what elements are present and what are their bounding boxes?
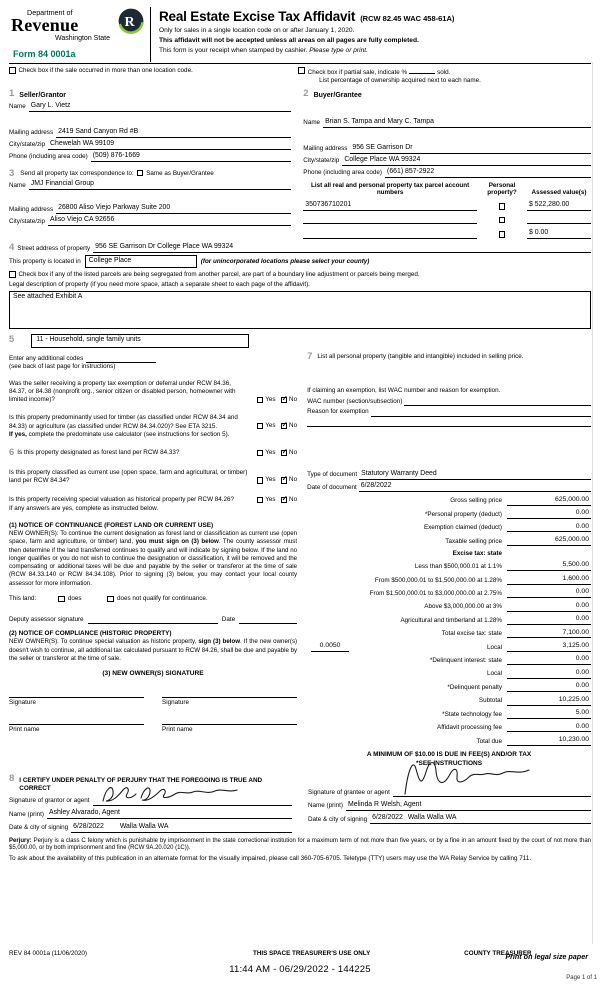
additional-codes-note: (see back of last page for instructions) xyxy=(9,362,116,370)
correspondence-address-field[interactable]: 26800 Aliso Viejo Parkway Suite 200 xyxy=(56,204,291,214)
new-owner-print-line-1[interactable] xyxy=(9,715,144,725)
new-owner-signature-grid xyxy=(9,688,297,734)
tier3-value[interactable]: 0.00 xyxy=(507,588,591,598)
personal-deduct-value[interactable]: 0.00 xyxy=(507,509,591,519)
footer-rev-number: REV 84 0001a (11/06/2020) xyxy=(9,949,87,957)
certification-heading: I CERTIFY UNDER PENALTY OF PERJURY THAT THE FOREGOING IS TRUE AND CORRECT xyxy=(19,776,263,792)
ownership-percent-note: List percentage of ownership acquired next to each name. xyxy=(319,77,481,85)
new-owner-print-line-2[interactable] xyxy=(162,715,297,725)
state-line: Washington State xyxy=(55,35,110,43)
excise-tax-heading: Excise tax: state xyxy=(452,549,502,557)
deputy-assessor-row xyxy=(9,615,297,624)
wac-number-field[interactable] xyxy=(404,398,591,406)
grantor-date-field[interactable]: 6/28/2022 Walla Walla WA xyxy=(71,823,292,833)
print-size-note: Print on legal size paper xyxy=(505,951,588,961)
processing-fee-value[interactable]: 0.00 xyxy=(507,723,591,733)
notice-compliance-body: NEW OWNER(S): To continue special valuation as historic property, sign (3) below. If the new owner(s) doesn't wish to continue, all additional tax calculated pursuant to RCW 84.26, shall be due and payable by the seller or transferor at the time of sale. xyxy=(9,638,298,662)
seller-name-label: Name xyxy=(9,103,26,111)
section-number-7: 7 xyxy=(307,350,313,362)
multi-location-label: Check box if the sale occurred in more than one location code. xyxy=(18,67,193,75)
new-owner-signature-line-2[interactable] xyxy=(162,688,297,698)
grantor-name-field[interactable]: Ashley Alvarado, Agent xyxy=(47,809,292,819)
notice-continuance-body: NEW OWNER(S): To continue the current designation as forest land or classification as current use (open space, farm and agriculture, or timber) land, you must sign on (3) below. The county assessor must then determine if the land transferred continues to qualify and will indicate by signing below. If the land no longer qualifies or you do not wish to continue the designation or classification, it will be removed and the compensating or additional taxes will be due and payable by the seller or transferor at the time of sale (RCW 84.33.140 or RCW 84.34.108). Prior to signing (3) below, you may contact your local county assessor for more information. xyxy=(9,530,298,587)
wac-number-label: WAC number (section/subsection) xyxy=(307,397,403,405)
buyer-phone-label: Phone (including area code) xyxy=(303,169,383,177)
main-columns xyxy=(9,352,591,769)
seller-csz-label: City/state/zip xyxy=(9,141,46,149)
parcel-number-field[interactable] xyxy=(303,229,477,239)
exemption-note: If claiming an exemption, list WAC number and reason for exemption. xyxy=(307,387,501,395)
subtotal-label: Subtotal xyxy=(478,697,502,705)
notice-continuance-title: (1) NOTICE OF CONTINUANCE (FOREST LAND OR CURRENT USE) xyxy=(9,521,214,529)
svg-text:R: R xyxy=(124,15,135,30)
personal-property-checkbox-2[interactable] xyxy=(499,217,506,224)
grantee-name-label: Name (print) xyxy=(308,802,343,810)
same-as-buyer-label: Same as Buyer/Grantee xyxy=(146,169,214,177)
seller-name-field[interactable]: Gary L. Vietz xyxy=(29,102,291,112)
buyer-name-label: Name xyxy=(303,119,321,127)
agency-name: Revenue xyxy=(11,15,79,36)
total-due-label: Total due xyxy=(476,737,502,745)
question-historic: Is this property receiving special valuation as historical property per RCW 84.26? Yes ✓ No xyxy=(9,493,298,504)
print-name-label: Print name xyxy=(9,725,40,733)
processing-fee-label: Affidavit processing fee xyxy=(437,724,502,732)
total-due-value[interactable]: 10,230.00 xyxy=(507,736,591,746)
street-address-field[interactable]: 956 SE Garrison Dr College Place WA 99324 xyxy=(93,243,591,253)
correspondence-address-label: Mailing address xyxy=(9,205,54,213)
grantee-signature-label: Signature of grantee or agent xyxy=(308,788,390,796)
grantee-date-label: Date & city of signing xyxy=(308,815,368,823)
parcel-number-field[interactable] xyxy=(303,215,477,224)
dor-logo-block xyxy=(9,7,151,62)
technology-fee-label: *State technology fee xyxy=(442,710,502,718)
form-header xyxy=(9,7,591,62)
form-title: Real Estate Excise Tax Affidavit xyxy=(159,9,356,24)
location-row xyxy=(9,255,591,268)
grantor-signature-label: Signature of grantor or agent xyxy=(9,797,90,805)
same-as-buyer-checkbox[interactable] xyxy=(137,170,144,177)
correspondence-csz-label: City/state/zip xyxy=(9,217,46,225)
section-number-8: 8 xyxy=(9,772,15,784)
grantee-signature-line[interactable] xyxy=(393,788,591,797)
section-number-5: 5 xyxy=(9,334,15,346)
correspondence-name-label: Name xyxy=(9,181,26,189)
section-number-2: 2 xyxy=(303,87,309,99)
header-note-1: Only for sales in a single location code on or after January 1, 2020. xyxy=(159,27,355,35)
parcel-number-field[interactable]: 350736710201 xyxy=(303,201,477,211)
header-note-2: This affidavit will not be accepted unless all areas on all pages are fully completed. xyxy=(159,37,419,45)
notice-compliance-title: (2) NOTICE OF COMPLIANCE (HISTORIC PROPERTY) xyxy=(9,629,172,637)
exemption-reason-extra-line[interactable] xyxy=(307,419,591,427)
delinquent-penalty-label: *Delinquent penalty xyxy=(447,683,502,691)
seller-column xyxy=(9,87,291,239)
buyer-csz-label: City/state/zip xyxy=(303,157,340,165)
county-treasurer-label: COUNTY TREASURER xyxy=(464,949,532,957)
total-state-value[interactable]: 7,100.00 xyxy=(507,629,591,639)
timber-note: If yes, complete the predominate use calculator (see instructions for section 5). xyxy=(9,430,230,438)
tier2-label: From $500,000.01 to $1,500,000.00 at 1.28% xyxy=(374,576,502,584)
doc-type-field[interactable]: Statutory Warranty Deed xyxy=(359,470,591,480)
partial-sale-percent-field[interactable] xyxy=(409,67,435,74)
buyer-phone-field[interactable]: (661) 857-2922 xyxy=(385,168,591,178)
delinquent-interest-state-label: *Delinquent interest: state xyxy=(429,657,502,665)
taxable-price-label: Taxable selling price xyxy=(445,537,502,545)
local-rate-field[interactable]: 0.0050 xyxy=(311,642,349,652)
deputy-signature-line[interactable] xyxy=(88,615,218,624)
top-options-row xyxy=(9,64,591,87)
gross-price-label: Gross selling price xyxy=(450,497,502,505)
partial-sale-checkbox[interactable] xyxy=(298,67,305,74)
correspondence-csz-field[interactable]: Aliso Viejo CA 92656 xyxy=(48,216,291,226)
timber-no-checkbox[interactable]: ✓ xyxy=(281,419,289,429)
question-current-use: Is this property classified as current use (open space, farm and agricultural, or timber) land per RCW 84.34? Yes ✓ No xyxy=(9,468,298,484)
does-label: does xyxy=(67,594,82,602)
doc-type-label: Type of document xyxy=(307,471,358,479)
agricultural-label: Agricultural and timberland at 1.28% xyxy=(400,616,502,624)
buyer-address-label: Mailing address xyxy=(303,145,348,153)
seller-address-label: Mailing address xyxy=(9,129,54,137)
current-use-yes-checkbox[interactable] xyxy=(257,477,264,484)
section-number-6: 6 xyxy=(9,447,15,459)
seller-address-field[interactable]: 2419 Sand Canyon Rd #B xyxy=(56,128,291,138)
grantor-signature-line[interactable] xyxy=(93,797,292,806)
buyer-name-field[interactable]: Brian S. Tampa and Mary C. Tampa xyxy=(323,118,591,128)
grantee-name-field[interactable]: Melinda R Welsh, Agent xyxy=(346,801,591,811)
personal-property-col-header: Personal property? xyxy=(487,181,517,196)
seller-csz-field[interactable]: Chewelah WA 99109 xyxy=(48,140,291,150)
deputy-signature-label: Deputy assessor signature xyxy=(9,615,84,623)
assessed-value-col-header: Assessed value(s) xyxy=(531,188,587,196)
delinquent-interest-local-value[interactable]: 0.00 xyxy=(507,669,591,679)
segregated-row xyxy=(9,271,591,279)
partial-sale-label: Check box if partial sale, indicate % sold. xyxy=(307,69,451,77)
local-tax-label: Local xyxy=(486,643,502,651)
historic-no-checkbox[interactable]: ✓ xyxy=(281,493,289,503)
forest-yes-checkbox[interactable] xyxy=(257,450,264,457)
section-number-1: 1 xyxy=(9,87,15,99)
answers-instruction: If any answers are yes, complete as instructed below. xyxy=(9,504,159,512)
street-address-label: Street address of property xyxy=(17,244,91,252)
total-state-label: Total excise tax: state xyxy=(441,630,502,638)
deputy-date-line[interactable] xyxy=(239,615,297,624)
land-qualify-row xyxy=(9,595,297,603)
located-label: This property is located in xyxy=(9,257,81,265)
gross-price-value[interactable]: 625,000.00 xyxy=(507,496,591,506)
see-instructions-note: *SEE INSTRUCTIONS xyxy=(415,760,483,768)
minimum-due-note: A MINIMUM OF $10.00 IS DUE IN FEE(S) AND/OR TAX xyxy=(366,750,532,758)
certification-section xyxy=(9,772,591,833)
land-qualify-label: This land: xyxy=(9,594,37,602)
personal-property-heading: 7 List all personal property (tangible and intangible) included in selling price. xyxy=(307,350,524,362)
additional-codes-field[interactable] xyxy=(86,355,156,363)
new-owner-signature-line-1[interactable] xyxy=(9,688,144,698)
assessed-value-field[interactable] xyxy=(527,215,591,224)
personal-deduct-label: *Personal property (deduct) xyxy=(424,510,502,518)
delinquent-interest-state-value[interactable]: 0.00 xyxy=(507,655,591,665)
doc-date-field[interactable]: 6/28/2022 xyxy=(359,482,591,492)
does-not-label: does not qualify for continuance. xyxy=(116,594,208,602)
segregated-label: Check box if any of the listed parcels are being segregated from another parcel, are part of a boundary line adjustment or parcels being merged. xyxy=(18,271,420,279)
personal-property-checkbox-3[interactable] xyxy=(499,231,506,238)
technology-fee-value[interactable]: 5.00 xyxy=(507,709,591,719)
does-not-checkbox[interactable] xyxy=(107,596,114,603)
use-questions-column xyxy=(9,352,297,769)
agricultural-value[interactable]: 0.00 xyxy=(507,615,591,625)
buyer-address-field[interactable]: 956 SE Garrison Dr xyxy=(350,144,591,154)
correspondence-name-field[interactable]: JMJ Financial Group xyxy=(29,180,291,190)
current-use-no-checkbox[interactable]: ✓ xyxy=(281,474,289,484)
land-use-code-select[interactable]: 11 - Household, single family units xyxy=(31,334,249,348)
question-timber: Is this property predominantly used for timber (as classified under RCW 84.34 and 84.33) or agriculture (as classified under RCW 84.34.020)? See ETA 3215. Yes ✓ No xyxy=(9,414,298,430)
additional-codes-label: Enter any additional codes xyxy=(9,354,84,362)
delinquent-penalty-value[interactable]: 0.00 xyxy=(507,682,591,692)
buyer-csz-field[interactable]: College Place WA 99324 xyxy=(342,156,591,166)
street-address-row xyxy=(9,243,591,253)
exemption-no-checkbox[interactable]: ✓ xyxy=(281,393,289,403)
header-note-3: This form is your receipt when stamped by cashier. Please type or print. xyxy=(159,47,368,55)
scan-edge-line xyxy=(592,62,593,944)
perjury-notice: Perjury: Perjury is a class C felony which is punishable by imprisonment in the state correctional institution for a maximum term of not more than five years, or by a fine in an amount fixed by the court of not more than $5,000.00, or by both imprisonment and fine (RCW 9A.20.020 (1C)). xyxy=(9,837,591,852)
parcel-col-header: List all real and personal property tax parcel account numbers xyxy=(311,181,470,196)
parcel-table xyxy=(303,182,591,239)
exemption-deduct-label: Exemption claimed (deduct) xyxy=(423,524,502,532)
assessed-value-field[interactable]: $ 0.00 xyxy=(527,229,591,239)
tier1-value[interactable]: 5,500.00 xyxy=(507,561,591,571)
signature-label: Signature xyxy=(9,698,36,706)
page-number: Page 1 of 1 xyxy=(566,975,597,982)
partial-sale-block xyxy=(294,67,591,85)
doc-date-label: Date of document xyxy=(307,483,357,491)
signature-label: Signature xyxy=(162,698,190,706)
deputy-date-label: Date xyxy=(221,615,236,623)
grantor-certification xyxy=(9,772,292,833)
local-tax-value[interactable]: 3,125.00 xyxy=(507,642,591,652)
tier3-label: From $1,500,000.01 to $3,000,000.00 at 2.75% xyxy=(369,589,502,597)
correspondence-row xyxy=(9,167,291,179)
tier4-value[interactable]: 0.00 xyxy=(507,602,591,612)
seller-phone-field[interactable]: (509) 876-1669 xyxy=(91,152,292,162)
treasurer-space-label: THIS SPACE TREASURER'S USE ONLY xyxy=(252,949,371,957)
section-number-4: 4 xyxy=(9,242,15,254)
dept-line: Department of xyxy=(27,8,73,17)
timber-yes-checkbox[interactable] xyxy=(257,423,264,430)
assessed-value-field[interactable]: $ 522,280.00 xyxy=(527,201,591,211)
alternate-format-notice: To ask about the availability of this publication in an alternate format for the visually impaired, please call 360-705-6705. Teletype (TTY) users may use the WA Relay Service by calling 711. xyxy=(9,855,532,863)
subtotal-value[interactable]: 10,225.00 xyxy=(507,696,591,706)
question-exemption: Was the seller receiving a property tax exemption or deferral under RCW 84.36, 84.37, or 84.38 (nonprofit org., senior citizen or disabled person, homeowner with limited income)? Yes ✓ No xyxy=(9,379,298,404)
segregated-checkbox[interactable] xyxy=(9,271,16,278)
delinquent-interest-local-label: Local xyxy=(486,670,502,678)
multi-location-checkbox[interactable] xyxy=(9,67,16,74)
new-owner-signature-heading: (3) NEW OWNER(S) SIGNATURE xyxy=(102,669,204,677)
land-use-code-row xyxy=(9,334,591,348)
multi-location-row xyxy=(9,67,294,85)
exemption-deduct-value[interactable]: 0.00 xyxy=(507,523,591,533)
exemption-reason-label: Reason for exemption xyxy=(307,408,369,416)
tax-column xyxy=(307,352,591,769)
correspondence-label: Send all property tax correspondence to: xyxy=(20,169,134,177)
form-title-rcw: (RCW 82.45 WAC 458-61A) xyxy=(360,14,455,23)
question-forest-land: 6 Is this property designated as forest land per RCW 84.33? Yes ✓ No xyxy=(9,446,298,459)
legal-description-label: Legal description of property (if you need more space, attach a separate sheet to each page of the affidavit). xyxy=(9,281,310,289)
located-city-select[interactable]: College Place xyxy=(85,255,197,268)
buyer-column xyxy=(303,87,591,239)
forest-no-checkbox[interactable]: ✓ xyxy=(281,446,289,456)
exemption-yes-checkbox[interactable] xyxy=(257,397,264,404)
form-number: Form 84 0001a xyxy=(13,48,76,59)
dor-logo-icon xyxy=(118,8,144,34)
located-note: (for unincorporated locations please select your county) xyxy=(200,257,370,265)
legal-description-box[interactable]: See attached Exhibit A xyxy=(9,291,591,329)
section-number-3: 3 xyxy=(9,167,15,179)
cashier-receipt-stamp: 11:44 AM - 06/29/2022 - 144225 xyxy=(229,963,371,975)
grantee-date-field[interactable]: 6/28/2022 Walla Walla WA xyxy=(370,814,591,824)
tier2-value[interactable]: 1,600.00 xyxy=(507,575,591,585)
grantor-date-label: Date & city of signing xyxy=(9,824,69,832)
grantor-name-label: Name (print) xyxy=(9,810,44,818)
print-name-label: Print name xyxy=(162,725,193,733)
does-checkbox[interactable] xyxy=(58,596,65,603)
tier1-label: Less than $500,000.01 at 1.1% xyxy=(414,563,502,571)
seller-phone-label: Phone (including area code) xyxy=(9,153,88,161)
exemption-reason-field[interactable] xyxy=(371,409,591,417)
footer-row xyxy=(9,950,591,958)
grantee-certification xyxy=(308,775,591,833)
seller-heading: Seller/Grantor xyxy=(19,91,66,99)
parties-section xyxy=(9,87,591,239)
taxable-price-value[interactable]: 625,000.00 xyxy=(507,536,591,546)
personal-property-checkbox-1[interactable] xyxy=(499,203,506,210)
historic-yes-checkbox[interactable] xyxy=(257,497,264,504)
buyer-heading: Buyer/Grantee xyxy=(313,91,362,99)
tier4-label: Above $3,000,000.00 at 3% xyxy=(424,603,502,611)
